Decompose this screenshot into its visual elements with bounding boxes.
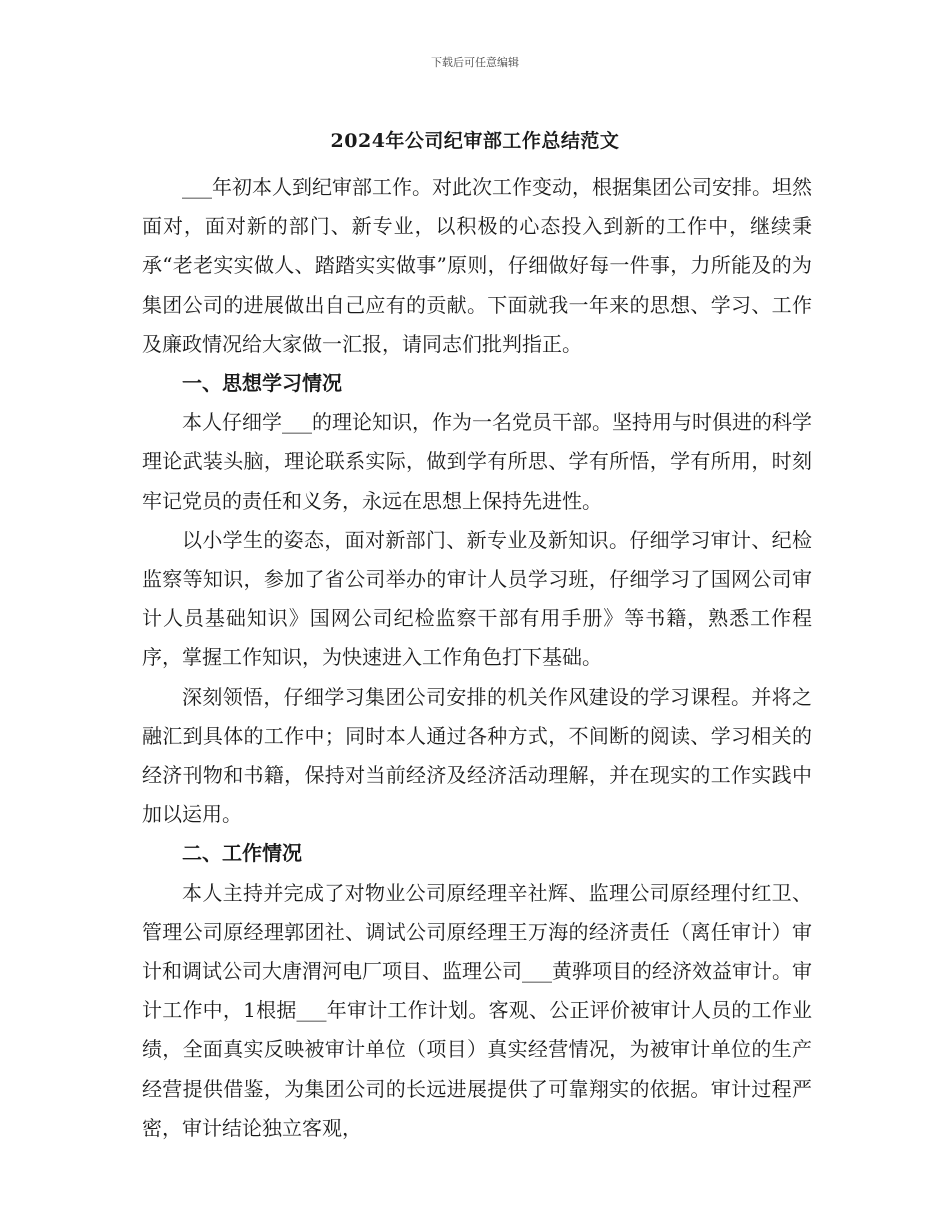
- paragraph: 深刻领悟，仔细学习集团公司安排的机关作风建设的学习课程。并将之融汇到具体的工作中；同时本人通过各种方式，不间断的阅读、学习相关的经济刊物和书籍，保持对当前经济及经济活动理解，并在现实的工作实践中加以运用。: [142, 684, 812, 827]
- paragraph: 以小学生的姿态，面对新部门、新专业及新知识。仔细学习审计、纪检监察等知识，参加了省公司举办的审计人员学习班，仔细学习了国网公司审计人员基础知识》国网公司纪检监察干部有用手册》等书籍，熟悉工作程序，掌握工作知识，为快速进入工作角色打下基础。: [142, 527, 812, 670]
- section-heading-thought-study: 一、思想学习情况: [182, 371, 342, 396]
- intro-paragraph: ___年初本人到纪审部工作。对此次工作变动，根据集团公司安排。坦然面对，面对新的部门、新专业，以积极的心态投入到新的工作中，继续秉承“老老实实做人、踏踏实实做事”原则，仔细做好每一件事，力所能及的为集团公司的进展做出自己应有的贡献。下面就我一年来的思想、学习、工作及廉政情况给大家做一汇报，请同志们批判指正。: [142, 175, 812, 356]
- document-title: 2024年公司纪审部工作总结范文: [330, 130, 620, 152]
- paragraph: 本人主持并完成了对物业公司原经理辛社辉、监理公司原经理付红卫、管理公司原经理郭团社、调试公司原经理王万海的经济责任（离任审计）审计和调试公司大唐渭河电厂项目、监理公司___黄骅项目的经济效益审计。审计工作中，1根据___年审计工作计划。客观、公正评价被审计人员的工作业绩，全面真实反映被审计单位（项目）真实经营情况，为被审计单位的生产经营提供借鉴，为集团公司的长远进展提供了可靠翔实的依据。审计过程严密，审计结论独立客观，: [142, 880, 812, 1140]
- document-body: [142, 168, 812, 1148]
- download-watermark: 下载后可任意编辑: [431, 56, 519, 69]
- section-heading-work: 二、工作情况: [182, 841, 302, 866]
- paragraph: 本人仔细学___的理论知识，作为一名党员干部。坚持用与时俱进的科学理论武装头脑，理论联系实际，做到学有所思、学有所悟，学有所用，时刻牢记党员的责任和义务，永远在思想上保持先进性。: [142, 410, 812, 513]
